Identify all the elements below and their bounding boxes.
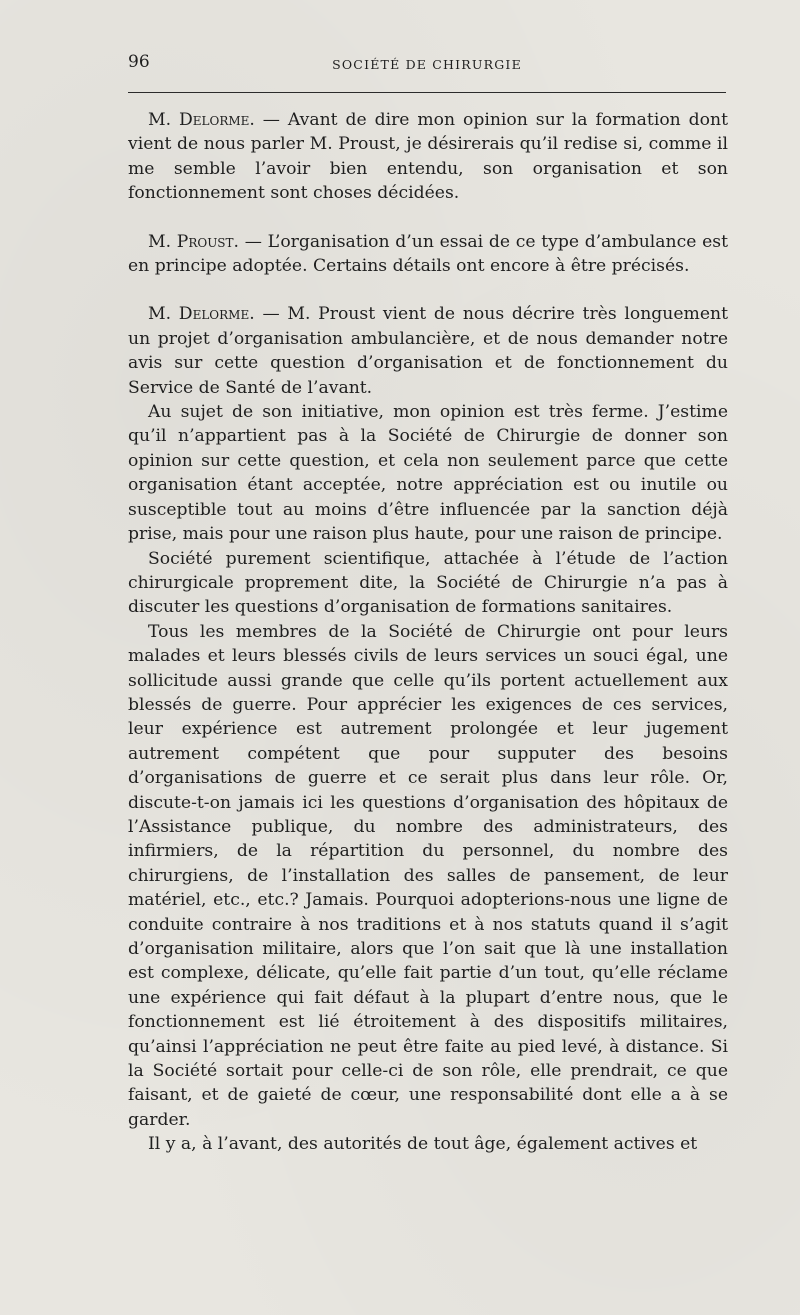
paragraph-delorme-response bbox=[128, 302, 728, 400]
page-number: 96 bbox=[128, 52, 150, 72]
paragraph-text: — Avant de dire mon opinion sur la formation dont vient de nous parler M. Proust, je désirerais qu’il redise si, comme il me semble l’avoir bien entendu, son organisation et son fonctionnement sont choses décidées. bbox=[128, 110, 728, 204]
paragraph-text: Il y a, à l’avant, des autorités de tout âge, également actives et bbox=[148, 1134, 698, 1155]
running-head: SOCIÉTÉ DE CHIRURGIE bbox=[332, 57, 522, 72]
paragraph-delorme-question bbox=[128, 108, 728, 206]
paragraph-text: Tous les membres de la Société de Chirurgie ont pour leurs malades et leurs blessés civils de leurs services un souci égal, une sollicitude aussi grande que celle qu’ils portent actuellement aux blessés de guerre. Pour apprécier les exigences de ces services, leur expérience est autrement prolongée et leur jugement autrement compétent que pour supputer des besoins d’organisations de guerre et ce serait plus dans leur rôle. Or, discute-t-on jamais ici les questions d’organisation des hôpitaux de l’Assistance publique, du nombre des administrateurs, des infirmiers, de la répartition du personnel, du nombre des chirurgiens, de l’installation des salles de pansement, de leur matériel, etc., etc.? Jamais. Pourquoi adopterions-nous une ligne de conduite contraire à nos traditions et à nos statuts quand il s’agit d’organisation militaire, alors que l’on sait que là une installation est complexe, délicate, qu’elle fait partie d’un tout, qu’elle réclame une expérience qui fait défaut à la plupart d’entre nous, que le fonctionnement est lié étroitement à des dispositifs militaires, qu’ainsi l’appréciation ne peut être faite au pied levé, à distance. Si la Société sortait pour celle-ci de son rôle, elle prendrait, ce que faisant, et de gaieté de cœur, une responsabilité dont elle a à se garder. bbox=[128, 621, 728, 1130]
paragraph-proust-reply bbox=[128, 230, 728, 279]
paragraph bbox=[128, 620, 728, 1133]
paragraph bbox=[128, 1132, 728, 1156]
speaker-name: M. Delorme. bbox=[148, 304, 255, 325]
header-rule bbox=[128, 92, 726, 93]
paragraph-text: Au sujet de son initiative, mon opinion est très ferme. J’estime qu’il n’appartient pas à la Société de Chirurgie de donner son opinion sur cette question, et cela non seulement parce que cette organisation étant acceptée, notre appréciation est ou inutile ou susceptible tout au moins d’être influencée par la sanction déjà prise, mais pour une raison plus haute, pour une raison de principe. bbox=[128, 402, 728, 545]
body-text bbox=[128, 108, 728, 1157]
paragraph bbox=[128, 547, 728, 620]
page-header bbox=[128, 52, 726, 76]
paragraph-text: Société purement scientifique, attachée à l’étude de l’action chirurgicale proprement dite, la Société de Chirurgie n’a pas à discuter les questions d’organisation de formations sanitaires. bbox=[128, 548, 728, 618]
paragraph bbox=[128, 400, 728, 546]
paragraph-text: — M. Proust vient de nous décrire très longuement un projet d’organisation ambulancière, et de nous demander notre avis sur cette question d’organisation et de fonctionnement du Service de Santé de l’avant. bbox=[128, 304, 728, 398]
speaker-name: M. Delorme. bbox=[148, 110, 255, 130]
speaker-name: M. Proust. bbox=[148, 231, 239, 252]
paragraph-text: — L’organisation d’un essai de ce type d’ambulance est en principe adoptée. Certains détails ont encore à être précisés. bbox=[128, 231, 728, 277]
